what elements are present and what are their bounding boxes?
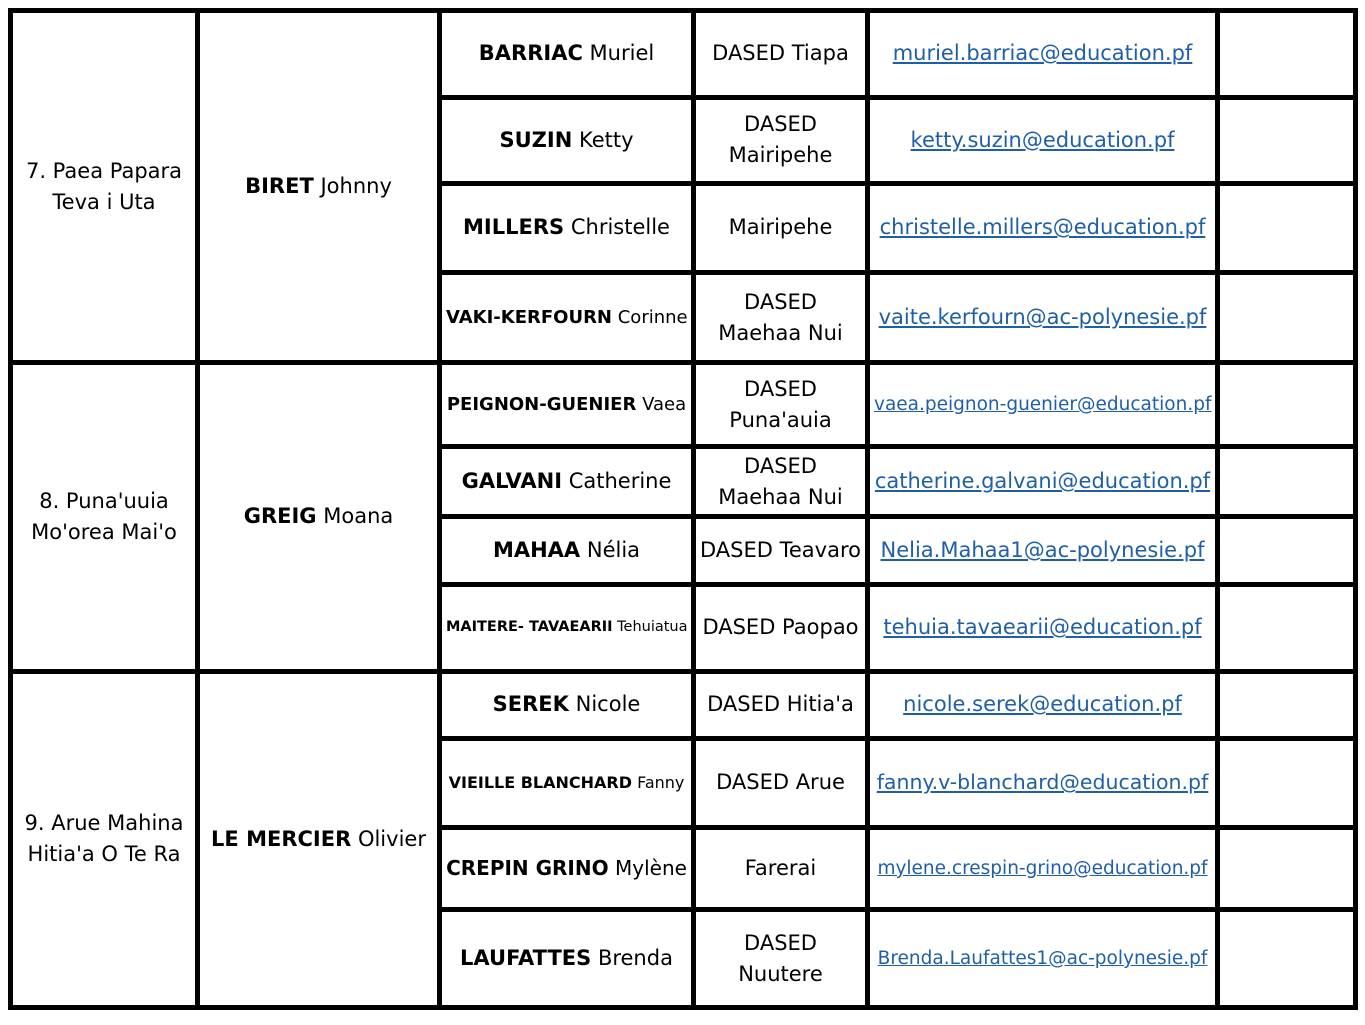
- email-link[interactable]: mylene.crespin-grino@education.pf: [877, 857, 1208, 879]
- email-cell: [868, 827, 1218, 910]
- email-link[interactable]: fanny.v-blanchard@education.pf: [876, 770, 1209, 795]
- person-cell: [440, 272, 694, 363]
- person-firstname: Vaea: [642, 394, 687, 416]
- email-cell: [868, 447, 1218, 517]
- circonscription-cell: 7. Paea Papara Teva i Uta: [11, 11, 198, 363]
- sector-cell: DASED Hitia'a: [694, 671, 868, 738]
- sector-cell: Farerai: [694, 827, 868, 910]
- person-cell: [440, 11, 694, 98]
- person-cell: [440, 517, 694, 584]
- circonscription-cell: 9. Arue Mahina Hitia'a O Te Ra: [11, 671, 198, 1007]
- contacts-table: [8, 8, 1358, 1010]
- email-cell: [868, 272, 1218, 363]
- person-surname: SUZIN: [499, 127, 573, 152]
- chief-firstname: Olivier: [357, 826, 426, 851]
- empty-cell: [1218, 517, 1356, 584]
- sector-cell: DASED Tiapa: [694, 11, 868, 98]
- empty-cell: [1218, 447, 1356, 517]
- person-surname: VAKI-KERFOURN: [446, 307, 612, 329]
- person-surname: BARRIAC: [478, 41, 583, 66]
- person-surname: VIEILLE BLANCHARD: [448, 773, 632, 793]
- chief-cell: [198, 363, 440, 671]
- email-link[interactable]: muriel.barriac@education.pf: [892, 41, 1193, 66]
- person-surname: PEIGNON-GUENIER: [446, 394, 637, 416]
- person-cell: [440, 910, 694, 1008]
- person-cell: [440, 671, 694, 738]
- person-firstname: Corinne: [617, 307, 688, 329]
- email-cell: [868, 97, 1218, 184]
- empty-cell: [1218, 363, 1356, 447]
- empty-cell: [1218, 184, 1356, 273]
- chief-cell: [198, 671, 440, 1007]
- empty-cell: [1218, 11, 1356, 98]
- person-cell: [440, 447, 694, 517]
- email-link[interactable]: vaea.peignon-guenier@education.pf: [874, 394, 1212, 416]
- email-cell: [868, 517, 1218, 584]
- person-firstname: Muriel: [589, 41, 655, 66]
- person-surname: MILLERS: [463, 215, 565, 240]
- email-link[interactable]: Nelia.Mahaa1@ac-polynesie.pf: [880, 538, 1205, 563]
- person-surname: SEREK: [492, 692, 569, 717]
- email-link[interactable]: ketty.suzin@education.pf: [910, 127, 1175, 152]
- email-cell: [868, 584, 1218, 671]
- email-cell: [868, 910, 1218, 1008]
- email-cell: [868, 184, 1218, 273]
- sector-cell: DASED Maehaa Nui: [694, 447, 868, 517]
- person-surname: MAITERE- TAVAEARII: [446, 619, 613, 636]
- person-surname: LAUFATTES: [460, 946, 592, 971]
- person-cell: [440, 97, 694, 184]
- email-link[interactable]: christelle.millers@education.pf: [879, 215, 1206, 240]
- sector-cell: Mairipehe: [694, 184, 868, 273]
- email-link[interactable]: nicole.serek@education.pf: [903, 692, 1182, 717]
- chief-firstname: Moana: [323, 504, 394, 529]
- person-cell: [440, 184, 694, 273]
- circonscription-cell: 8. Puna'uuia Mo'orea Mai'o: [11, 363, 198, 671]
- person-surname: MAHAA: [492, 538, 581, 563]
- person-firstname: Catherine: [568, 469, 672, 494]
- table-row: [11, 11, 1356, 98]
- person-firstname: Nélia: [586, 538, 641, 563]
- chief-cell: [198, 11, 440, 363]
- sector-cell: DASED Arue: [694, 739, 868, 828]
- empty-cell: [1218, 739, 1356, 828]
- person-cell: [440, 827, 694, 910]
- email-link[interactable]: Brenda.Laufattes1@ac-polynesie.pf: [877, 948, 1208, 970]
- email-cell: [868, 363, 1218, 447]
- email-link[interactable]: vaite.kerfourn@ac-polynesie.pf: [878, 305, 1207, 330]
- empty-cell: [1218, 910, 1356, 1008]
- person-cell: [440, 584, 694, 671]
- person-surname: CREPIN GRINO: [446, 855, 609, 880]
- chief-firstname: Johnny: [320, 174, 392, 199]
- person-surname: GALVANI: [461, 469, 563, 494]
- email-link[interactable]: tehuia.tavaearii@education.pf: [883, 615, 1202, 640]
- email-cell: [868, 11, 1218, 98]
- person-firstname: Fanny: [637, 773, 685, 793]
- person-firstname: Christelle: [570, 215, 670, 240]
- sector-cell: DASED Teavaro: [694, 517, 868, 584]
- email-link[interactable]: catherine.galvani@education.pf: [874, 469, 1211, 494]
- chief-surname: BIRET: [245, 174, 314, 199]
- email-cell: [868, 671, 1218, 738]
- person-cell: [440, 363, 694, 447]
- person-firstname: Mylène: [614, 855, 687, 880]
- empty-cell: [1218, 584, 1356, 671]
- empty-cell: [1218, 671, 1356, 738]
- table-row: [11, 363, 1356, 447]
- person-firstname: Ketty: [578, 127, 634, 152]
- sector-cell: DASED Mairipehe: [694, 97, 868, 184]
- empty-cell: [1218, 272, 1356, 363]
- sector-cell: DASED Nuutere: [694, 910, 868, 1008]
- sector-cell: DASED Paopao: [694, 584, 868, 671]
- table-row: [11, 671, 1356, 738]
- email-cell: [868, 739, 1218, 828]
- person-firstname: Nicole: [575, 692, 641, 717]
- empty-cell: [1218, 97, 1356, 184]
- empty-cell: [1218, 827, 1356, 910]
- person-firstname: Tehuiatua: [617, 619, 688, 636]
- person-cell: [440, 739, 694, 828]
- chief-surname: LE MERCIER: [211, 826, 352, 851]
- sector-cell: DASED Maehaa Nui: [694, 272, 868, 363]
- person-firstname: Brenda: [597, 946, 673, 971]
- chief-surname: GREIG: [243, 504, 317, 529]
- sector-cell: DASED Puna'auia: [694, 363, 868, 447]
